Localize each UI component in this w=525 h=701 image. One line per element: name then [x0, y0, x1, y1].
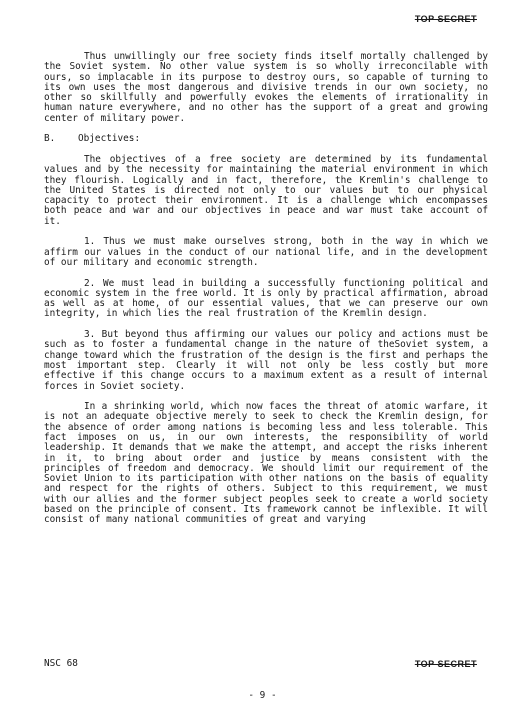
paragraph-point-2: 2. We must lead in building a successfully functioning political and economic system in the free world. It is only by practical affirmation, abroad as well as at home, of our essential values, that we can preserve our own integrity, in which lies the real frustration of the Kremlin design. [44, 277, 488, 320]
paragraph-point-1: 1. Thus we must make ourselves strong, both in the way in which we affirm our values in the conduct of our national life, and in the development of our military and economic strength. [44, 236, 488, 268]
paragraph-shrinking-world: In a shrinking world, which now faces the threat of atomic warfare, it is not an adequate objective merely to seek to check the Kremlin design, for the absence of order among nations is becoming less and less tolerable. This fact imposes on us, in our own interests, the responsibility of world leadership. It demands that we make the attempt, and accept the risks inherent in it, to bring about order and justice by means consistent with the principles of freedom and democracy. We should limit our requirement of the Soviet Union to its participation with other nations on the basis of equality and respect for the rights of others. Subject to this requirement, we must with our allies and the former subject peoples seek to create a world society based on the principle of consent. Its framework cannot be inflexible. It will consist of many national communities of great and varying [44, 401, 488, 526]
paragraph-challenge: Thus unwillingly our free society finds itself mortally challenged by the Soviet system. No other value system is so wholly irreconcilable with ours, so implacable in its purpose to destroy ours, so capable of turning to its own uses the most dangerous and divisive trends in our own society, no other so skillfully and powerfully evokes the elements of irrationality in human nature everywhere, and no other has the support of a great and growing center of military power. [44, 51, 488, 124]
section-title: Objectives: [78, 133, 141, 145]
section-number: B. [44, 133, 56, 145]
bottom-classification-stamp: TOP SECRET [414, 659, 477, 669]
document-id: NSC 68 [44, 658, 78, 669]
paragraph-objectives: The objectives of a free society are determined by its fundamental values and by the necessity for maintaining the material environment in which they flourish. Logically and in fact, therefore, the Kremlin's challenge to the United States is directed not only to our values but to our physical capacity to protect their environment. It is a challenge which encompasses both peace and war and our objectives in peace and war must take account of it. [44, 153, 488, 227]
top-classification-stamp: TOP SECRET [414, 14, 477, 24]
section-heading [44, 134, 488, 144]
page-number: - 9 - [248, 690, 277, 701]
document-body [44, 52, 488, 536]
paragraph-point-3: 3. But beyond thus affirming our values our policy and actions must be such as to foster a fundamental change in the nature of theSoviet system, a change toward which the frustration of the design is the first and perhaps the most important step. Clearly it will not only be less costly but more effective if this change occurs to a maximum extent as a result of internal forces in Soviet society. [44, 329, 488, 392]
